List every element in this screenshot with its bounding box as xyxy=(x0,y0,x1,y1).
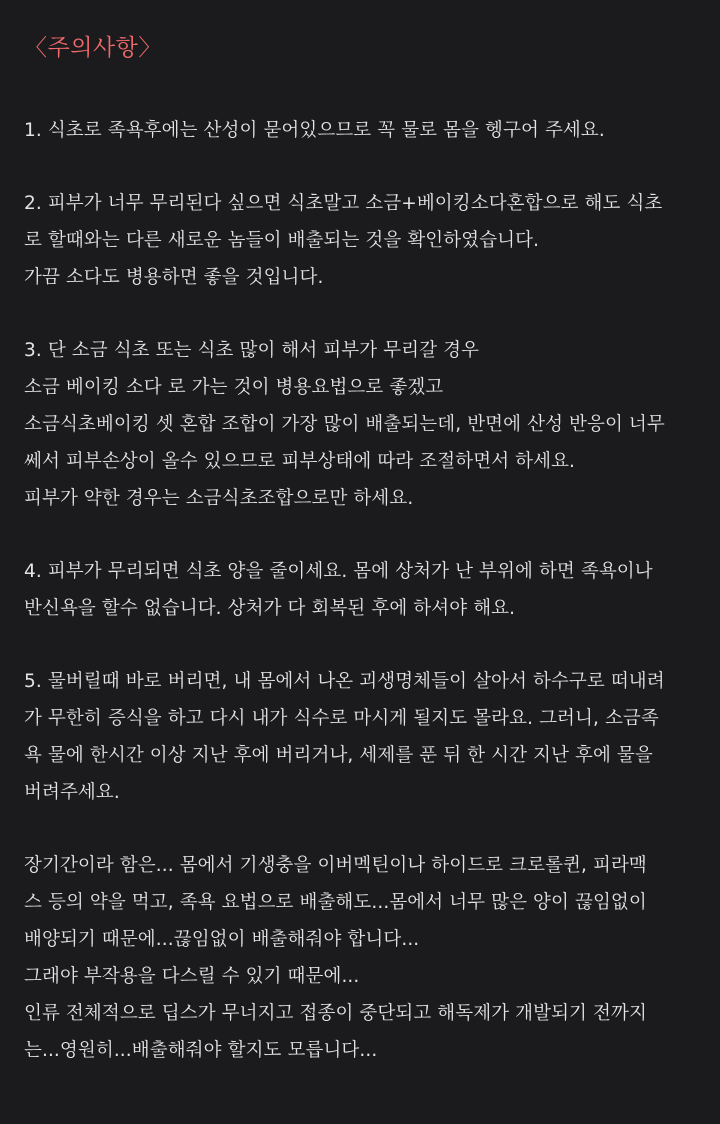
text-line: 반신욕을 할수 없습니다. 상처가 다 회복된 후에 하셔야 해요. xyxy=(24,598,516,619)
text-line: 욕 물에 한시간 이상 지난 후에 버리거나, 세제를 푼 뒤 한 시간 지난 후에 물을 xyxy=(24,745,653,766)
text-line: 장기간이라 함은... 몸에서 기생충을 이버멕틴이나 하이드로 크로롤퀸, 피라맥 xyxy=(24,855,647,876)
text-line: 는...영원히...배출해줘야 할지도 모릅니다... xyxy=(24,1040,378,1061)
notice-item-2 xyxy=(24,185,696,296)
text-line: 2. 피부가 너무 무리된다 싶으면 식초말고 소금+베이킹소다혼합으로 해도 식초 xyxy=(24,193,663,214)
text-line: 소금 베이킹 소다 로 가는 것이 병용요법으로 좋겠고 xyxy=(24,377,444,398)
text-line: 로 할때와는 다른 새로운 놈들이 배출되는 것을 확인하였습니다. xyxy=(24,230,540,251)
text-line: 소금식초베이킹 셋 혼합 조합이 가장 많이 배출되는데, 반면에 산성 반응이 너무 xyxy=(24,414,665,435)
closing-note xyxy=(24,847,696,1069)
notice-item-4 xyxy=(24,553,696,627)
text-line: 5. 물버릴때 바로 버리면, 내 몸에서 나온 괴생명체들이 살아서 하수구로 떠내려 xyxy=(24,671,665,692)
text-line: 가 무한히 증식을 하고 다시 내가 식수로 마시게 될지도 몰라요. 그러니, 소금족 xyxy=(24,708,659,729)
notice-title: 〈주의사항〉 xyxy=(24,35,162,61)
notice-item-1 xyxy=(24,112,696,149)
text-line: 쎄서 피부손상이 올수 있으므로 피부상태에 따라 조절하면서 하세요. xyxy=(24,451,576,472)
text-line: 버려주세요. xyxy=(24,782,120,803)
text-line: 인류 전체적으로 딥스가 무너지고 접종이 중단되고 해독제가 개발되기 전까지 xyxy=(24,1003,647,1024)
text-line: 4. 피부가 무리되면 식초 양을 줄이세요. 몸에 상처가 난 부위에 하면 족욕이나 xyxy=(24,561,653,582)
text-line: 배양되기 때문에...끊임없이 배출해줘야 합니다... xyxy=(24,929,420,950)
text-line: 피부가 약한 경우는 소금식초조합으로만 하세요. xyxy=(24,488,414,509)
notice-item-3 xyxy=(24,332,696,517)
text-line: 그래야 부작용을 다스릴 수 있기 때문에... xyxy=(24,966,360,987)
text-line: 가끔 소다도 병용하면 좋을 것입니다. xyxy=(24,267,324,288)
text-line: 스 등의 약을 먹고, 족욕 요법으로 배출해도...몸에서 너무 많은 양이 끊임없이 xyxy=(24,892,647,913)
notice-item-5 xyxy=(24,663,696,811)
text-line: 1. 식초로 족욕후에는 산성이 묻어있으므로 꼭 물로 몸을 헹구어 주세요. xyxy=(24,120,605,141)
text-line: 3. 단 소금 식초 또는 식초 많이 해서 피부가 무리갈 경우 xyxy=(24,340,480,361)
